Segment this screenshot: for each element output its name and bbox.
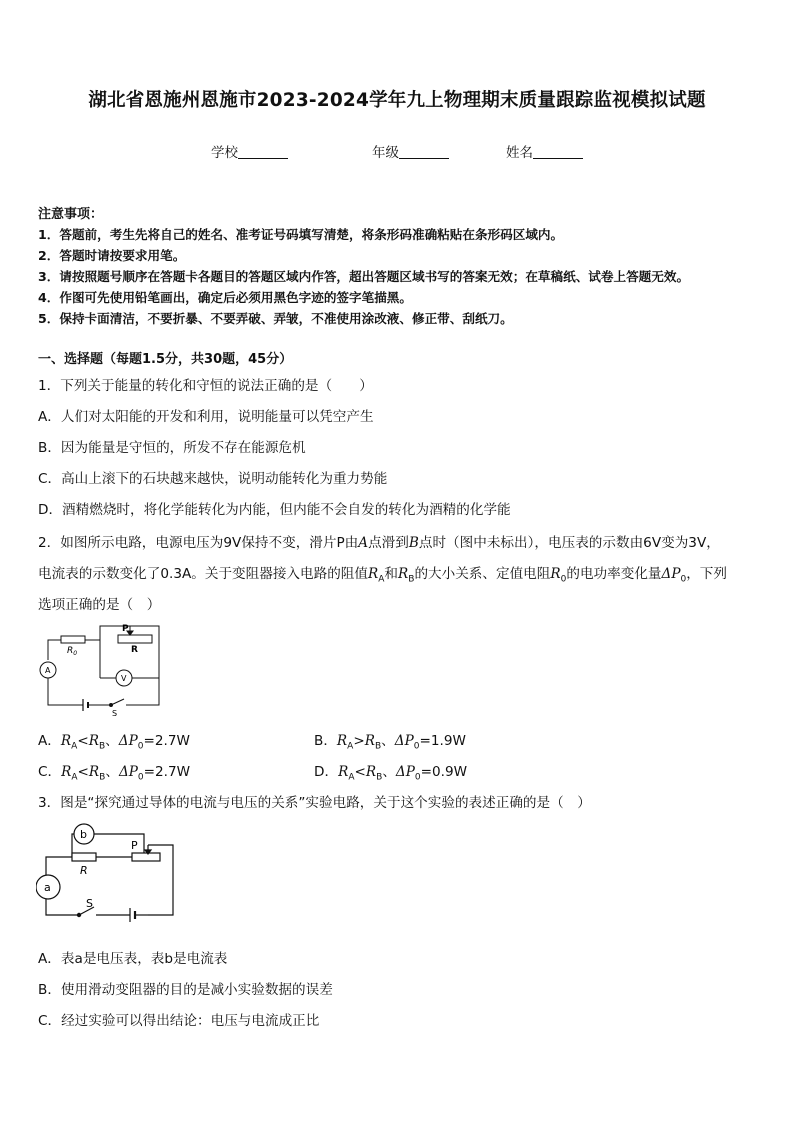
q2-option-d: D．$R_A<R_B$、$\Delta P_0=0.9W$ xyxy=(314,764,468,783)
q3-option-a: A．表a是电压表，表b是电流表 xyxy=(38,951,228,967)
switch-label: S xyxy=(86,897,93,910)
note-item: 4．作图可先使用铅笔画出，确定后必须用黑色字迹的签字笔描黑。 xyxy=(38,290,412,305)
label-R: R xyxy=(131,645,138,655)
q2-option-b: B．$R_A>R_B$、$\Delta P_0=1.9W$ xyxy=(314,733,466,752)
q1-option-d: D．酒精燃烧时，将化学能转化为内能，但内能不会自发的转化为酒精的化学能 xyxy=(38,502,511,518)
notes-heading: 注意事项： xyxy=(38,207,104,222)
ammeter-label: A xyxy=(45,666,51,675)
switch-label: S xyxy=(112,709,118,718)
note-item: 5．保持卡面清洁，不要折暴、不要弄破、弄皱，不准使用涂改液、修正带、刮纸刀。 xyxy=(38,311,513,326)
note-item: 3．请按照题号顺序在答题卡各题目的答题区域内作答，超出答题区域书写的答案无效；在草稿纸、试卷上答题无效。 xyxy=(38,269,690,284)
name-blank xyxy=(533,144,583,159)
school-field xyxy=(211,141,288,161)
voltmeter-label: V xyxy=(121,674,127,683)
meter-a-label: a xyxy=(44,881,51,894)
meter-b-label: b xyxy=(80,828,87,841)
note-item: 2．答题时请按要求用笔。 xyxy=(38,248,186,263)
q2-stem-line2: 电流表的示数变化了0.3A。关于变阻器接入电路的阻值$R_A$和$R_B$的大小关系、定值电阻$R_0$的电功率变化量$\Delta P_0$，下列 xyxy=(38,566,727,585)
q1-stem: 1．下列关于能量的转化和守恒的说法正确的是（ ） xyxy=(38,378,373,394)
note-item: 1．答题前，考生先将自己的姓名、准考证号码填写清楚，将条形码准确粘贴在条形码区域内。 xyxy=(38,227,564,242)
school-blank xyxy=(238,144,288,159)
q1-option-a: A．人们对太阳能的开发和利用，说明能量可以凭空产生 xyxy=(38,409,374,425)
q1-option-c: C．高山上滚下的石块越来越快，说明动能转化为重力势能 xyxy=(38,471,388,487)
label-R: R xyxy=(80,864,88,877)
name-field xyxy=(506,141,583,161)
q1-option-b: B．因为能量是守恒的，所发不存在能源危机 xyxy=(38,440,306,456)
school-label: 学校 xyxy=(211,145,238,161)
q2-circuit-figure xyxy=(36,618,166,718)
label-P: P xyxy=(122,624,129,634)
q3-option-c: C．经过实验可以得出结论：电压与电流成正比 xyxy=(38,1013,320,1029)
q3-stem: 3．图是“探究通过导体的电流与电压的关系”实验电路，关于这个实验的表述正确的是（ ） xyxy=(38,795,591,811)
q3-circuit-figure xyxy=(36,819,182,923)
q2-option-c: C．$R_A<R_B$、$\Delta P_0=2.7W$ xyxy=(38,764,191,783)
q2-option-a: A．$R_A<R_B$、$\Delta P_0=2.7W$ xyxy=(38,733,190,752)
section-heading: 一、选择题（每题1.5分，共30题，45分） xyxy=(38,352,293,367)
grade-field xyxy=(372,141,449,161)
name-label: 姓名 xyxy=(506,145,533,161)
grade-blank xyxy=(399,144,449,159)
q2-stem-line3: 选项正确的是（ ） xyxy=(38,597,161,613)
label-R0: $R_0$ xyxy=(67,646,78,657)
label-P: P xyxy=(131,839,138,852)
q3-option-b: B．使用滑动变阻器的目的是减小实验数据的误差 xyxy=(38,982,333,998)
page-title: 湖北省恩施州恩施市2023-2024学年九上物理期末质量跟踪监视模拟试题 xyxy=(88,90,706,111)
q2-stem-line1: 2．如图所示电路，电源电压为9V保持不变，滑片P由A点滑到B点时（图中未标出），电压表的示数由6V变为3V， xyxy=(38,535,720,551)
grade-label: 年级 xyxy=(372,145,399,161)
